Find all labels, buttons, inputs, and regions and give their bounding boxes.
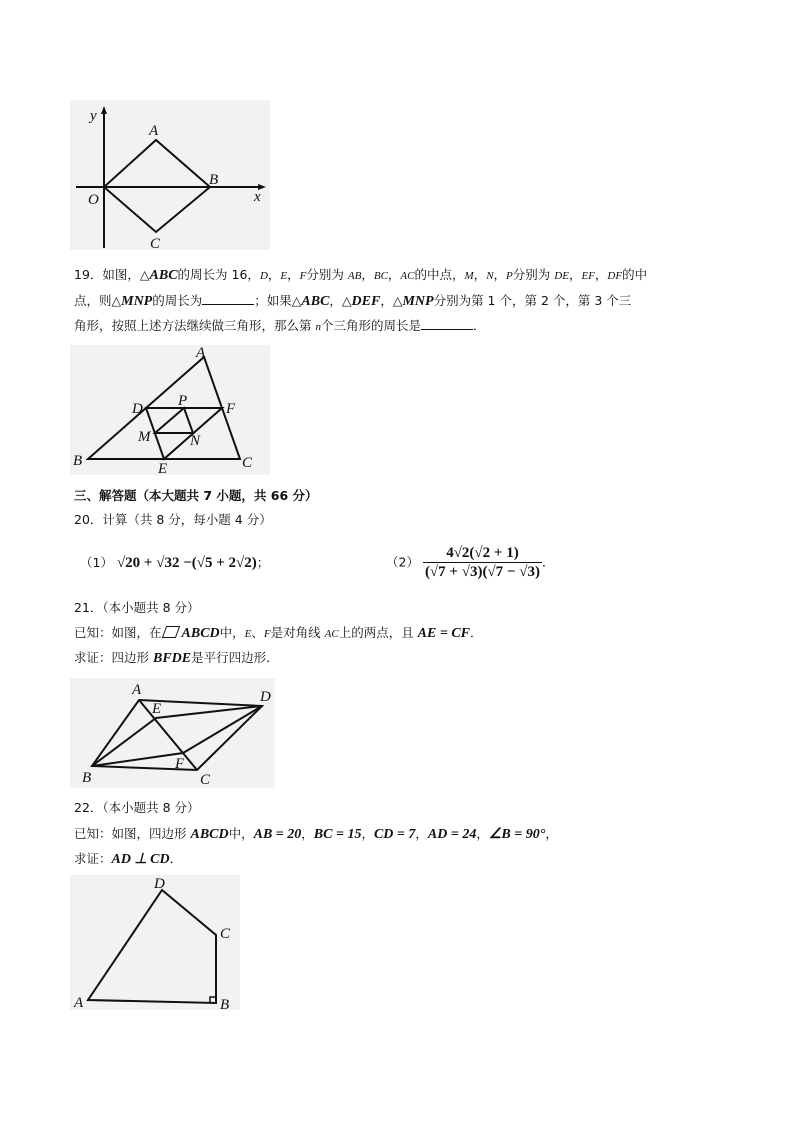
label-c: C (200, 772, 211, 788)
q21-prove: 求证：四边形 BFDE是平行四边形． (74, 650, 279, 666)
figure-parallelogram (70, 678, 275, 788)
label-a: A (196, 345, 206, 361)
label-c: C (150, 236, 161, 250)
label-d: D (132, 401, 143, 417)
fraction-numerator: 4√2(√2 + 1) (423, 544, 542, 563)
label-b: B (82, 770, 92, 786)
q20-part-2: （2） $\frac{4√2(√2 + 1)}{(√7 + √3)(√7 - √3)}$ ． (386, 545, 555, 580)
quadrilateral-abcd (88, 890, 216, 1003)
figure-coordinate-square (70, 100, 270, 250)
label-y: y (90, 108, 97, 124)
label-c: C (220, 926, 231, 942)
label-b: B (73, 453, 83, 469)
label-e: E (158, 461, 168, 475)
nested-triangles-diagram (70, 345, 270, 475)
q22-prove: 求证：AD ⊥ CD． (74, 851, 183, 867)
label-p: P (178, 393, 188, 409)
label-b: B (220, 997, 230, 1010)
figure-nested-triangles (70, 345, 270, 475)
label-m: M (138, 429, 151, 445)
label-a: A (74, 995, 84, 1010)
label-o: O (88, 192, 99, 208)
figure-quadrilateral (70, 875, 240, 1010)
label-e: E (152, 701, 162, 717)
q21-header: 21．（本小题共 8 分） (74, 600, 200, 615)
quadrilateral-diagram (70, 875, 240, 1010)
q22-given: 已知：如图，四边形 ABCD中，AB = 20，BC = 15，CD = 7，AD = 24，∠B = 90°， (74, 826, 558, 842)
label-d: D (154, 876, 165, 892)
diagonal-ac (139, 700, 197, 770)
label-f: F (175, 756, 185, 772)
answer-blank-2[interactable] (421, 318, 473, 330)
q20-expression-1: √20 + √32 −(√5 + 2√2) (116, 555, 257, 571)
label-x: x (254, 189, 261, 205)
label-n: N (190, 433, 201, 449)
y-axis-arrow (101, 106, 107, 114)
q19-line-2: 点，则△MNP的周长为 ；如果△ABC，△DEF，△MNP分别为第 1 个，第 2 个，第 3 个三 (74, 293, 632, 309)
q20-header: 20．计算（共 8 分，每小题 4 分） (74, 512, 272, 527)
q20-part-1: （1） √20 + √32 −(√5 + 2√2)； (80, 555, 270, 571)
parallelogram-symbol-icon (161, 626, 179, 638)
q20-fraction (423, 544, 542, 581)
q21-given: 已知：如图，在 ABCD中，E、F是对角线 AC上的两点，且 AE = CF． (74, 625, 483, 641)
answer-blank-1[interactable] (202, 293, 254, 305)
section-title: 三、解答题（本大题共 7 小题，共 66 分） (74, 488, 318, 503)
label-d: D (260, 689, 271, 705)
coordinate-square-diagram (70, 100, 270, 250)
parallelogram-diagram (70, 678, 275, 788)
q22-header: 22．（本小题共 8 分） (74, 800, 200, 815)
triangle-mnp (155, 408, 193, 433)
label-a: A (149, 123, 159, 139)
label-a: A (132, 682, 142, 698)
label-c: C (242, 455, 253, 471)
fraction-denominator: (√7 + √3)(√7 − √3) (424, 564, 540, 580)
q19-line-1: 19．如图，△ABC的周长为 16，D，E，F分别为 AB，BC，AC的中点，M，N，P分别为 DE，EF，DF的中 (74, 267, 648, 283)
label-f: F (226, 401, 236, 417)
q19-line-3: 角形，按照上述方法继续做三角形，那么第 n个三角形的周长是 ． (74, 318, 486, 333)
label-b: B (209, 172, 219, 188)
